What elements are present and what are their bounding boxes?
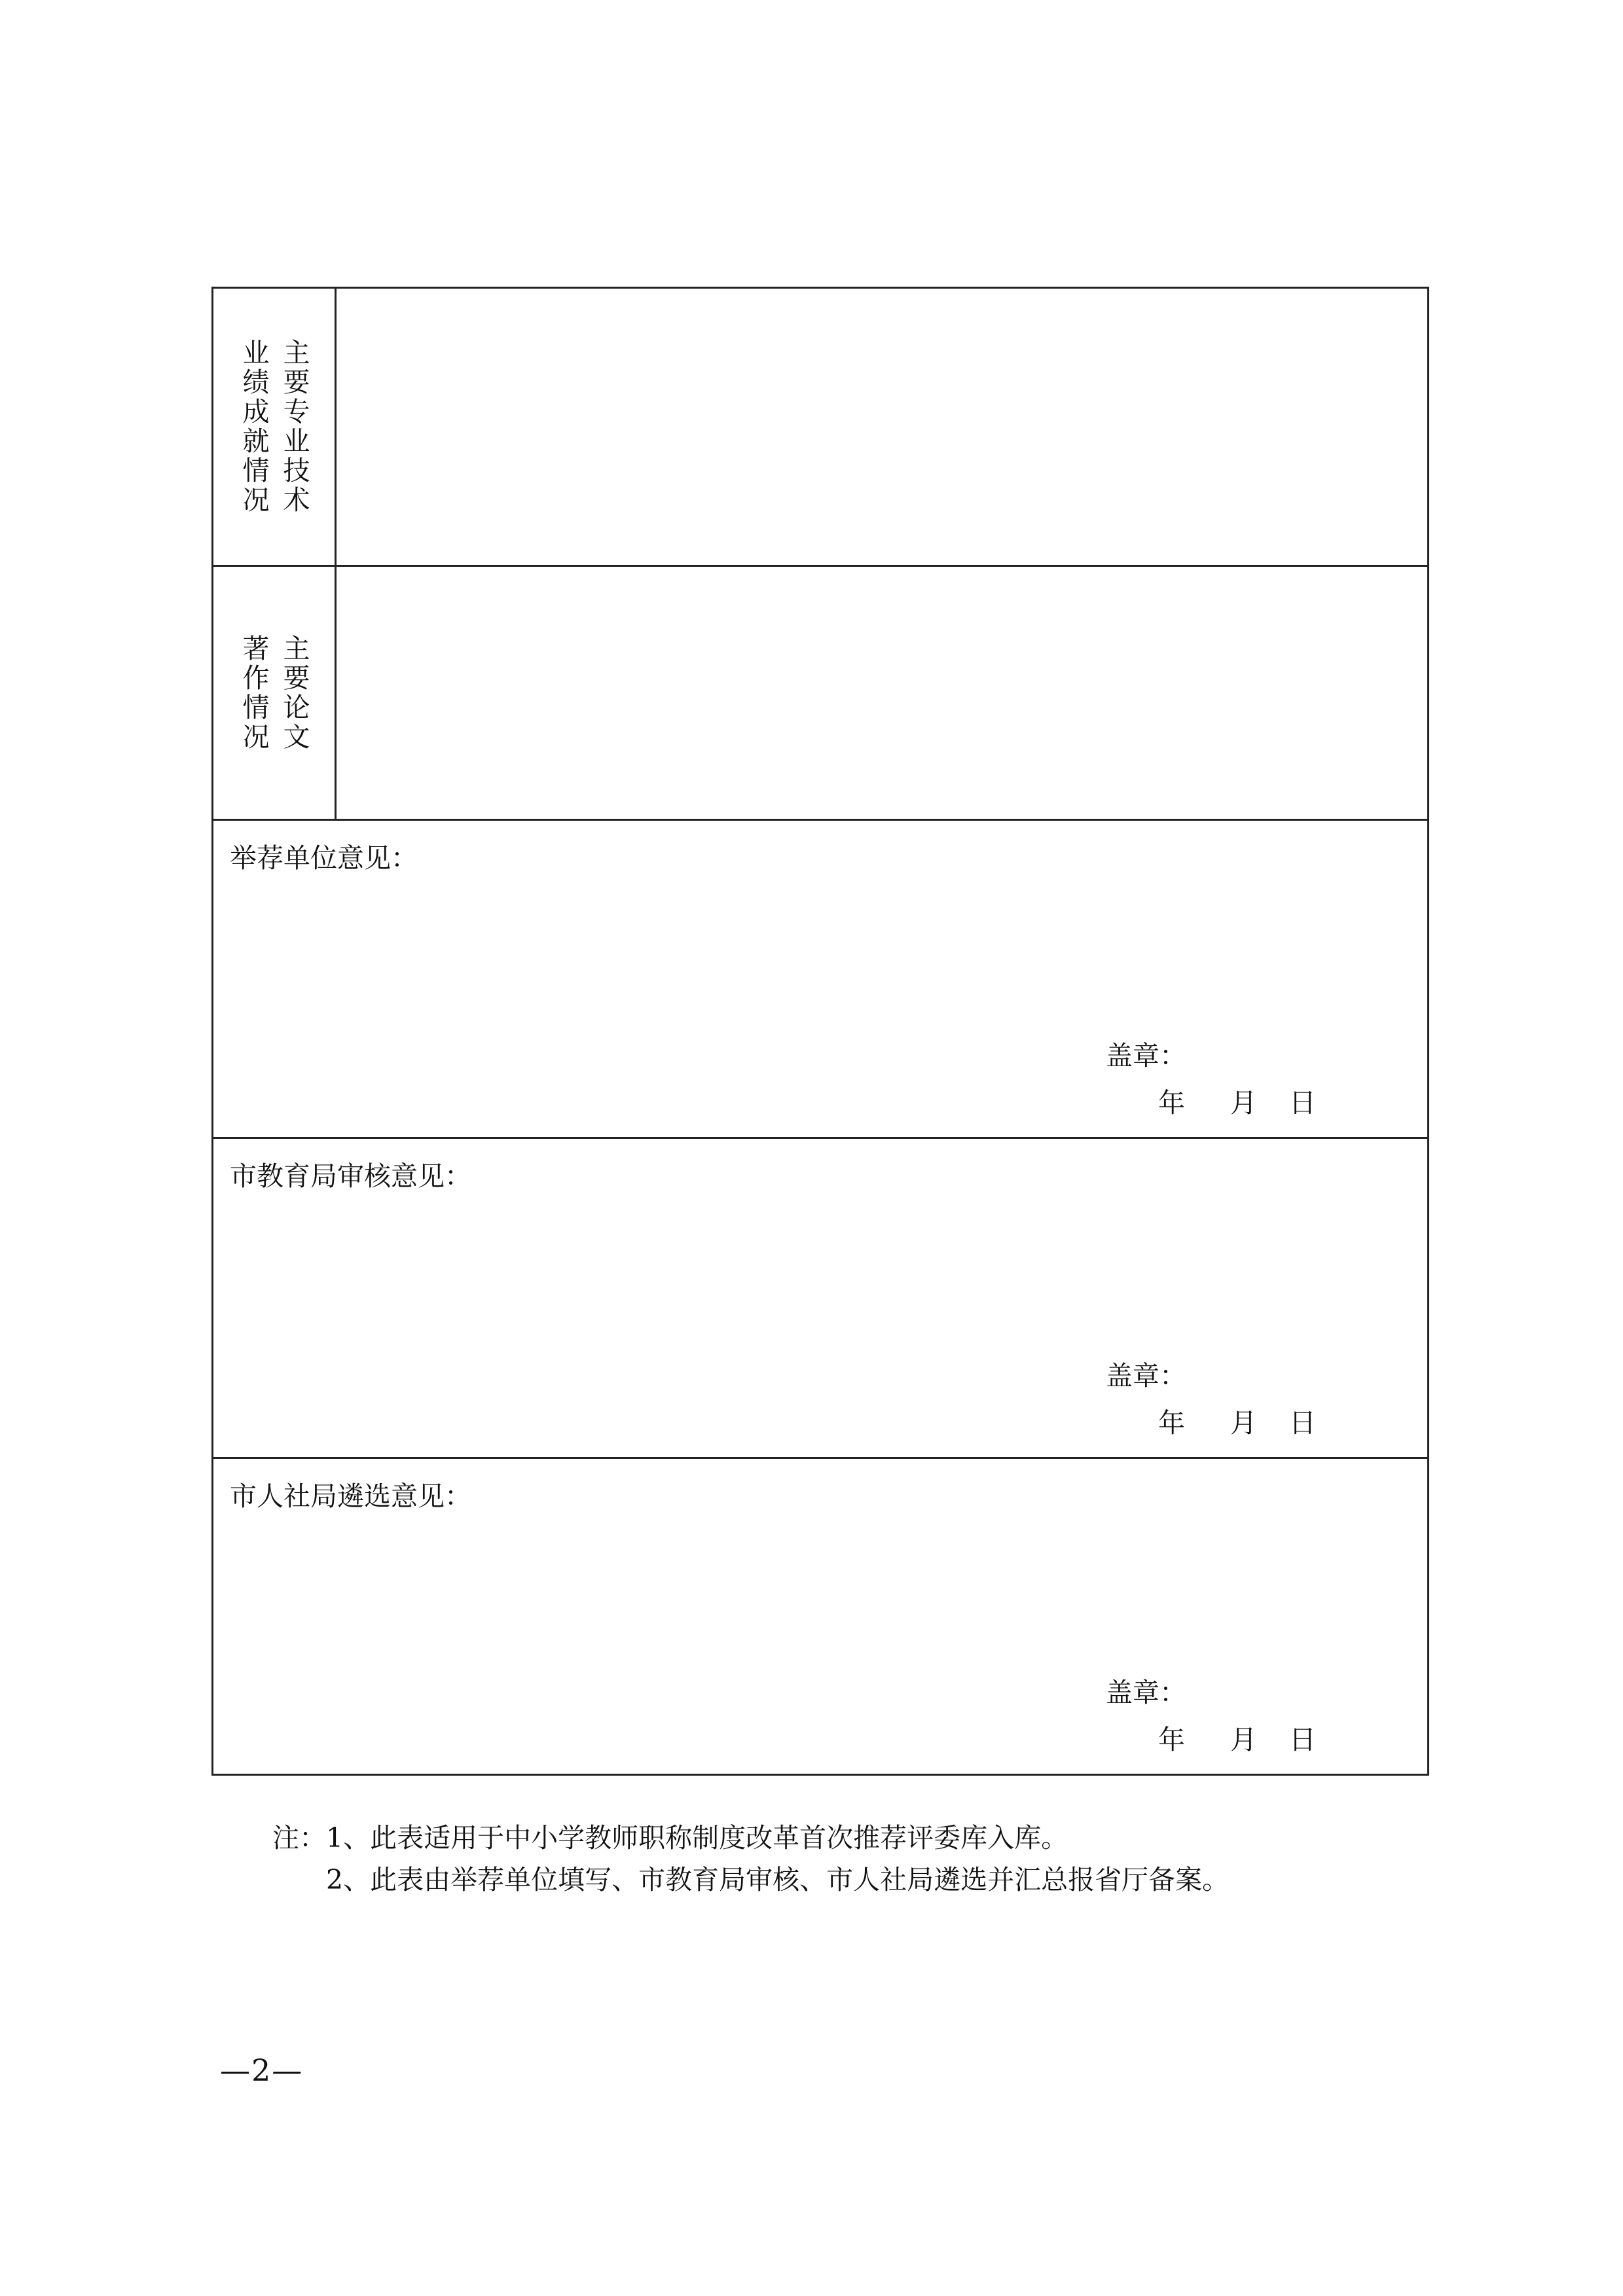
unit-opinion-year-label: 年 <box>1158 1087 1185 1119</box>
papers-content-cell[interactable] <box>337 567 1427 819</box>
papers-row <box>213 565 1427 819</box>
hr-opinion-year-label: 年 <box>1158 1724 1185 1755</box>
hr-opinion-month-label: 月 <box>1230 1724 1257 1755</box>
unit-opinion-row[interactable] <box>213 819 1427 1137</box>
achievements-label-cell <box>213 289 337 565</box>
recommendation-form-table <box>211 287 1429 1776</box>
hr-opinion-title: 市人社局遴选意见： <box>230 1480 471 1512</box>
edu-opinion-seal-label: 盖章： <box>1106 1360 1186 1391</box>
hr-opinion-day-label: 日 <box>1289 1724 1316 1755</box>
achievements-content-cell[interactable] <box>337 289 1427 565</box>
hr-opinion-seal-label: 盖章： <box>1106 1677 1186 1708</box>
hr-opinion-row[interactable] <box>213 1457 1427 1774</box>
papers-label-cell <box>213 567 337 819</box>
edu-opinion-row[interactable] <box>213 1137 1427 1457</box>
unit-opinion-day-label: 日 <box>1289 1087 1316 1119</box>
achievements-label: 主要专业技术 业绩成就情况 <box>238 338 310 515</box>
note-line-2: 2、此表由举荐单位填写、市教育局审核、市人社局遴选并汇总报省厅备案。 <box>326 1864 1230 1895</box>
unit-opinion-title: 举荐单位意见： <box>230 842 418 874</box>
form-notes <box>272 1817 1229 1901</box>
unit-opinion-seal-label: 盖章： <box>1106 1040 1186 1071</box>
edu-opinion-day-label: 日 <box>1289 1407 1316 1439</box>
achievements-row <box>213 289 1427 565</box>
edu-opinion-year-label: 年 <box>1158 1407 1185 1439</box>
note-line-1: 注：1、此表适用于中小学教师职称制度改革首次推荐评委库入库。 <box>272 1822 1068 1854</box>
unit-opinion-month-label: 月 <box>1230 1087 1257 1119</box>
page-number: —2— <box>220 2053 304 2088</box>
edu-opinion-title: 市教育局审核意见： <box>230 1160 471 1192</box>
edu-opinion-month-label: 月 <box>1230 1407 1257 1439</box>
papers-label: 主要论文 著作情况 <box>238 634 310 752</box>
